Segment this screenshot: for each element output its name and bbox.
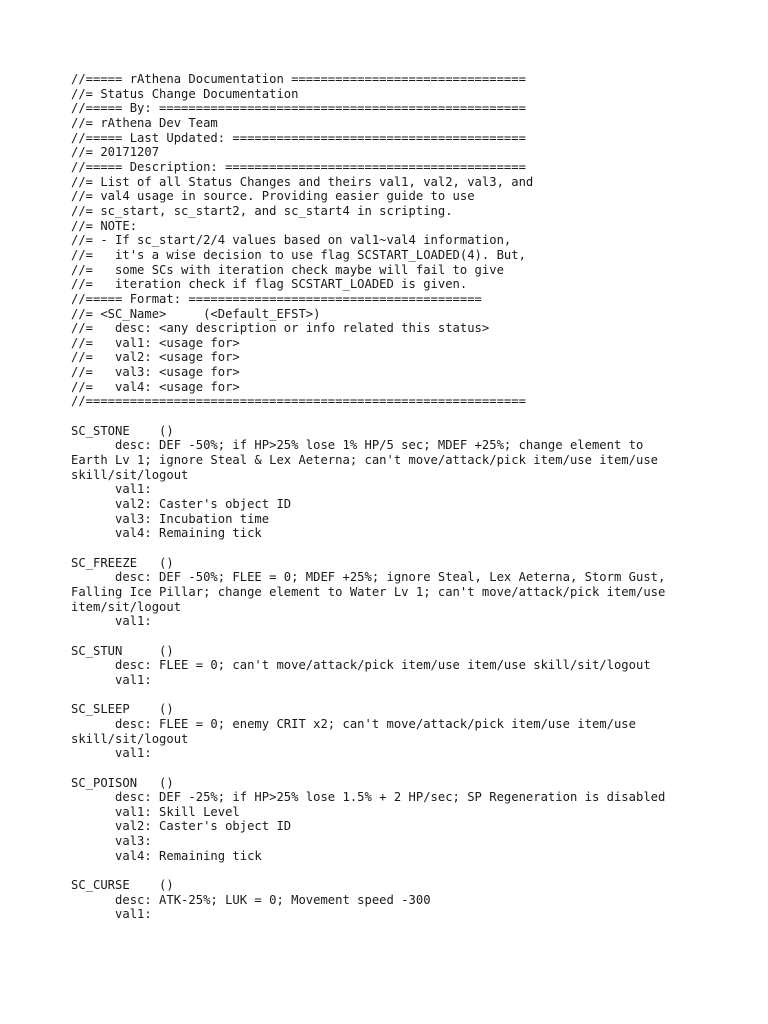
entry-detail-line: Earth Lv 1; ignore Steal & Lex Aeterna; can't move/attack/pick item/use item/use — [71, 453, 658, 468]
status-change-entry — [71, 688, 691, 761]
header-line: //= <SC_Name> (<Default_EFST>) — [71, 306, 321, 321]
entry-detail-line: val2: Caster's object ID — [71, 497, 292, 512]
document-page — [71, 72, 691, 922]
header-line: //= sc_start, sc_start2, and sc_start4 in scripting. — [71, 203, 453, 218]
header-line: //= some SCs with iteration check maybe will fail to give — [71, 262, 504, 277]
document-header — [71, 72, 691, 409]
header-line: //= List of all Status Changes and theirs val1, val2, val3, and — [71, 174, 534, 189]
header-line: //===== rAthena Documentation ================================ — [71, 72, 526, 86]
header-line: //============================================================ — [71, 394, 526, 409]
entry-detail-line: val4: Remaining tick — [71, 848, 262, 863]
header-line: //= val1: <usage for> — [71, 335, 240, 350]
header-line: //= Status Change Documentation — [71, 86, 299, 101]
entry-detail-line: val3: Incubation time — [71, 511, 270, 526]
entry-detail-line: desc: FLEE = 0; enemy CRIT x2; can't move/attack/pick item/use item/use — [71, 716, 636, 731]
header-line: //===== Format: ======================================== — [71, 291, 482, 306]
entry-detail-line: skill/sit/logout — [71, 731, 189, 746]
entry-detail-line: val1: — [71, 907, 152, 922]
entry-detail-line: val1: — [71, 482, 152, 497]
entry-detail-line: desc: DEF -50%; if HP>25% lose 1% HP/5 sec; MDEF +25%; change element to — [71, 438, 644, 453]
entry-detail-line: skill/sit/logout — [71, 467, 189, 482]
header-line: //===== Last Updated: ======================================== — [71, 130, 526, 145]
status-change-entry — [71, 761, 691, 864]
entry-name-line: SC_FREEZE () — [71, 555, 174, 570]
entry-detail-line: val1: — [71, 746, 152, 761]
status-change-entry — [71, 409, 691, 541]
status-change-entries — [71, 409, 691, 922]
entry-detail-line: item/sit/logout — [71, 599, 182, 614]
entry-detail-line: desc: FLEE = 0; can't move/attack/pick item/use item/use skill/sit/logout — [71, 658, 651, 673]
entry-detail-line: val4: Remaining tick — [71, 526, 262, 541]
entry-name-line: SC_SLEEP () — [71, 702, 174, 717]
status-change-entry — [71, 541, 691, 629]
header-line: //= NOTE: — [71, 218, 138, 233]
header-line: //===== Description: ========================================= — [71, 159, 526, 174]
entry-detail-line: val1: — [71, 614, 152, 629]
header-line: //= it's a wise decision to use flag SCSTART_LOADED(4). But, — [71, 247, 526, 262]
entry-detail-line: val1: Skill Level — [71, 804, 240, 819]
header-line: //= desc: <any description or info related this status> — [71, 321, 490, 336]
entry-name-line: SC_STUN () — [71, 643, 174, 658]
entry-detail-line: desc: ATK-25%; LUK = 0; Movement speed -300 — [71, 892, 431, 907]
header-line: //= val3: <usage for> — [71, 365, 240, 380]
header-line: //= val4: <usage for> — [71, 379, 240, 394]
header-line: //= rAthena Dev Team — [71, 115, 218, 130]
header-line: //= iteration check if flag SCSTART_LOADED is given. — [71, 277, 468, 292]
entry-detail-line: val3: — [71, 834, 152, 849]
entry-name-line: SC_CURSE () — [71, 878, 174, 893]
entry-name-line: SC_POISON () — [71, 775, 174, 790]
entry-detail-line: Falling Ice Pillar; change element to Water Lv 1; can't move/attack/pick item/use — [71, 584, 666, 599]
header-line: //= - If sc_start/2/4 values based on val1~val4 information, — [71, 233, 512, 248]
header-line: //= val4 usage in source. Providing easier guide to use — [71, 189, 475, 204]
header-line: //= val2: <usage for> — [71, 350, 240, 365]
status-change-entry — [71, 863, 691, 922]
entry-detail-line: desc: DEF -50%; FLEE = 0; MDEF +25%; ignore Steal, Lex Aeterna, Storm Gust, — [71, 570, 666, 585]
status-change-entry — [71, 629, 691, 688]
header-line: //===== By: ================================================== — [71, 101, 526, 116]
entry-detail-line: desc: DEF -25%; if HP>25% lose 1.5% + 2 HP/sec; SP Regeneration is disabled — [71, 790, 666, 805]
entry-detail-line: val1: — [71, 672, 152, 687]
entry-name-line: SC_STONE () — [71, 423, 174, 438]
entry-detail-line: val2: Caster's object ID — [71, 819, 292, 834]
header-line: //= 20171207 — [71, 145, 160, 160]
